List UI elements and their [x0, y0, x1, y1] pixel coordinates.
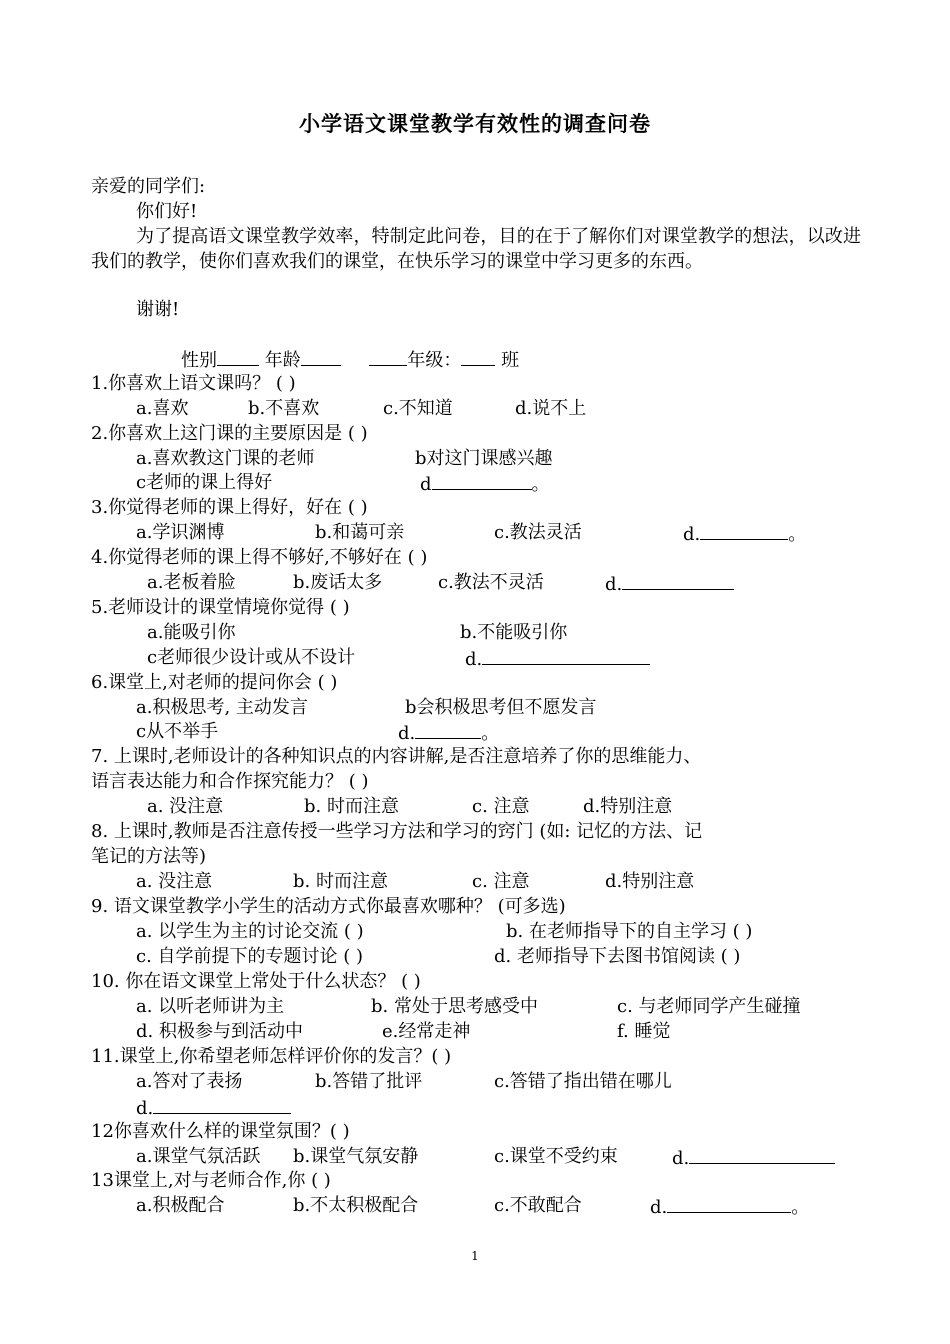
- option-b[interactable]: b.废话太多: [293, 572, 383, 593]
- question-8: 8. 上课时,教师是否注意传授一些学习方法和学习的窍门 (如: 记忆的方法、记: [91, 821, 703, 842]
- period: 。: [531, 474, 550, 495]
- question-7: 7. 上课时,老师设计的各种知识点的内容讲解,是否注意培养了你的思维能力、: [91, 746, 702, 767]
- question-2: 2.你喜欢上这门课的主要原因是 ( ): [91, 423, 368, 444]
- option-e[interactable]: e.经常走神: [382, 1021, 471, 1042]
- option-d-label: d.: [398, 723, 416, 744]
- option-c[interactable]: c. 与老师同学产生碰撞: [617, 996, 801, 1017]
- question-13: 13课堂上,对与老师合作,你 ( ): [91, 1170, 331, 1191]
- option-c[interactable]: c.不知道: [383, 398, 453, 419]
- option-d[interactable]: [683, 521, 806, 547]
- option-d[interactable]: [465, 646, 650, 672]
- grade-blank[interactable]: [369, 347, 407, 366]
- option-a[interactable]: a.喜欢教这门课的老师: [136, 448, 315, 469]
- age-label: 年龄: [264, 350, 301, 371]
- option-a[interactable]: a. 以听老师讲为主: [136, 996, 285, 1017]
- option-b[interactable]: b会积极思考但不愿发言: [405, 697, 597, 718]
- option-d-label: d.: [136, 1098, 154, 1119]
- answer-blank[interactable]: [622, 571, 734, 590]
- option-d[interactable]: [136, 1095, 291, 1121]
- option-c[interactable]: c.教法灵活: [494, 522, 582, 543]
- option-b[interactable]: b对这门课感兴趣: [415, 448, 553, 469]
- question-1: 1.你喜欢上语文课吗？ ( ): [91, 373, 296, 394]
- question-4: 4.你觉得老师的课上得不够好,不够好在 ( ): [91, 547, 428, 568]
- option-d[interactable]: [650, 1194, 809, 1220]
- answer-blank[interactable]: [415, 720, 481, 739]
- option-b[interactable]: b. 常处于思考感受中: [371, 996, 538, 1017]
- option-b[interactable]: b.不太积极配合: [293, 1195, 419, 1216]
- option-d[interactable]: [420, 471, 550, 497]
- answer-blank[interactable]: [153, 1095, 291, 1114]
- option-d-label: d.: [605, 574, 623, 595]
- option-c[interactable]: c老师很少设计或从不设计: [147, 647, 356, 668]
- student-info-line: [181, 347, 519, 373]
- page-number: 1: [471, 1249, 479, 1263]
- option-d[interactable]: [672, 1145, 835, 1171]
- option-a[interactable]: a. 没注意: [136, 871, 213, 892]
- period: 。: [788, 524, 807, 545]
- option-a[interactable]: a.学识渊博: [136, 522, 225, 543]
- option-c[interactable]: c从不举手: [136, 721, 219, 742]
- question-7-cont: 语言表达能力和合作探究能力？ ( ): [91, 771, 369, 792]
- option-c[interactable]: c.不敢配合: [494, 1195, 582, 1216]
- option-d[interactable]: [398, 720, 499, 746]
- option-d-label: d.: [465, 649, 483, 670]
- option-d[interactable]: [605, 571, 734, 597]
- question-10: 10. 你在语文课堂上常处于什么状态？ ( ): [91, 971, 421, 992]
- thanks-line: 谢谢!: [136, 299, 180, 320]
- option-a[interactable]: a.积极思考, 主动发言: [136, 697, 308, 718]
- class-blank[interactable]: [461, 347, 495, 366]
- period: 。: [481, 723, 500, 744]
- intro-paragraph: 为了提高语文课堂教学效率，特制定此问卷，目的在于了解你们对课堂教学的想法，以改进我们的教学，使你们喜欢我们的课堂，在快乐学习的课堂中学习更多的东西。: [91, 226, 861, 272]
- greeting: 亲爱的同学们:: [91, 176, 206, 197]
- option-c[interactable]: c.课堂不受约束: [494, 1146, 618, 1167]
- option-c[interactable]: c.教法不灵活: [438, 572, 544, 593]
- question-9: 9. 语文课堂教学小学生的活动方式你最喜欢哪种？ (可多选): [91, 896, 566, 917]
- option-d-label: d: [420, 474, 432, 495]
- gender-label: 性别: [181, 350, 217, 371]
- option-a[interactable]: a. 以学生为主的讨论交流 ( ): [136, 921, 364, 942]
- answer-blank[interactable]: [432, 471, 532, 490]
- option-a[interactable]: a.答对了表扬: [136, 1071, 243, 1092]
- option-c[interactable]: c. 自学前提下的专题讨论 ( ): [136, 946, 364, 967]
- class-label: 班: [501, 350, 520, 371]
- option-c[interactable]: c. 注意: [472, 871, 530, 892]
- option-b[interactable]: b.不能吸引你: [460, 622, 568, 643]
- option-a[interactable]: a.喜欢: [136, 398, 189, 419]
- option-b[interactable]: b. 时而注意: [304, 796, 399, 817]
- question-5: 5.老师设计的课堂情境你觉得 ( ): [91, 597, 350, 618]
- answer-blank[interactable]: [700, 521, 788, 540]
- age-blank[interactable]: [301, 347, 341, 366]
- question-3: 3.你觉得老师的课上得好，好在 ( ): [91, 497, 368, 518]
- option-d-label: d.: [650, 1197, 668, 1218]
- option-d[interactable]: d.说不上: [515, 398, 587, 419]
- question-8-cont: 笔记的方法等): [91, 846, 207, 867]
- option-c[interactable]: c. 注意: [472, 796, 530, 817]
- option-b[interactable]: b. 时而注意: [293, 871, 388, 892]
- answer-blank[interactable]: [689, 1145, 835, 1164]
- page-title: 小学语文课堂教学有效性的调查问卷: [299, 111, 651, 136]
- option-b[interactable]: b. 在老师指导下的自主学习 ( ): [506, 921, 753, 942]
- option-f[interactable]: f. 睡觉: [617, 1021, 671, 1042]
- option-d[interactable]: d. 积极参与到活动中: [136, 1021, 303, 1042]
- option-a[interactable]: a.课堂气氛活跃: [136, 1146, 261, 1167]
- question-12: 12你喜欢什么样的课堂氛围？( ): [91, 1121, 350, 1142]
- answer-blank[interactable]: [482, 646, 650, 665]
- option-a[interactable]: a.积极配合: [136, 1195, 225, 1216]
- option-b[interactable]: b.和蔼可亲: [315, 522, 405, 543]
- option-a[interactable]: a. 没注意: [147, 796, 224, 817]
- period: 。: [791, 1197, 810, 1218]
- option-d-label: d.: [683, 524, 701, 545]
- gender-blank[interactable]: [217, 347, 259, 366]
- option-d-label: d.: [672, 1148, 690, 1169]
- option-d[interactable]: d.特别注意: [583, 796, 673, 817]
- option-d[interactable]: d. 老师指导下去图书馆阅读 ( ): [494, 946, 741, 967]
- option-b[interactable]: b.课堂气氛安静: [293, 1146, 419, 1167]
- option-d[interactable]: d.特别注意: [605, 871, 695, 892]
- answer-blank[interactable]: [667, 1194, 791, 1213]
- option-b[interactable]: b.答错了批评: [315, 1071, 423, 1092]
- option-b[interactable]: b.不喜欢: [248, 398, 320, 419]
- question-6: 6.课堂上,对老师的提问你会 ( ): [91, 672, 338, 693]
- option-c[interactable]: c老师的课上得好: [136, 472, 273, 493]
- option-a[interactable]: a.老板着脸: [147, 572, 236, 593]
- hello-line: 你们好!: [136, 201, 198, 222]
- option-c[interactable]: c.答错了指出错在哪儿: [494, 1071, 672, 1092]
- question-11: 11.课堂上,你希望老师怎样评价你的发言？( ): [91, 1046, 452, 1067]
- grade-label: 年级：: [407, 350, 462, 371]
- option-a[interactable]: a.能吸引你: [147, 622, 236, 643]
